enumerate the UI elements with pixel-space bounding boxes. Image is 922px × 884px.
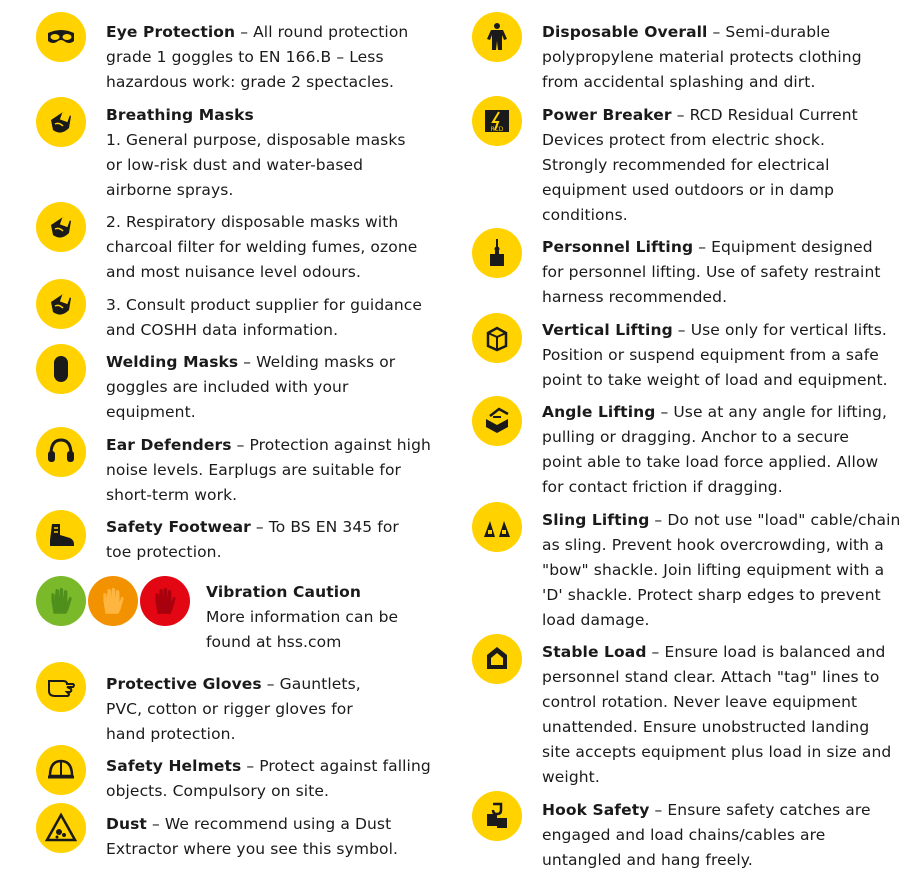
entry-body: Equipment designed for personnel lifting. Use of safety restraint harness recommended. (542, 238, 881, 306)
entry-title: Personnel Lifting (542, 238, 694, 256)
goggles-icon (36, 12, 86, 62)
entry-title: Ear Defenders (106, 436, 232, 454)
entry-title: Dust (106, 815, 147, 833)
entry-title: Breathing Masks (106, 106, 254, 124)
entry-title: Sling Lifting (542, 511, 650, 529)
helmet-icon (36, 745, 86, 795)
glove-icon (36, 662, 86, 712)
entry-body: Semi-durable polypropylene material protects clothing from accidental splashing and dirt. (542, 23, 862, 91)
entry-body: Welding masks or goggles are included with your equipment. (106, 353, 396, 421)
entry-body: 2. Respiratory disposable masks with charcoal filter for welding fumes, ozone and most nuisance level odours. (106, 213, 418, 281)
welding-mask-icon (36, 344, 86, 394)
entry-body: Do not use "load" cable/chain as sling. Prevent hook overcrowding, with a "bow" shackle. Join lifting equipment with a 'D' shackle. Protect sharp edges to prevent load damage. (542, 511, 901, 629)
entry-body: More information can be found at hss.com (206, 608, 399, 651)
dust-warning-icon (36, 803, 86, 853)
red-hand-icon (140, 576, 190, 626)
svg-text:RCD: RCD (490, 126, 504, 133)
entry-body: To BS EN 345 for toe protection. (106, 518, 399, 561)
entry-title: Stable Load (542, 643, 647, 661)
entry-body: Ensure safety catches are engaged and load chains/cables are untangled and hang freely. (542, 801, 871, 869)
vertical-lift-icon (472, 313, 522, 363)
entry-body: We recommend using a Dust Extractor where you see this symbol. (106, 815, 399, 858)
mask-icon (36, 202, 86, 252)
entry-title: Safety Helmets (106, 757, 242, 775)
stable-load-icon (472, 634, 522, 684)
personnel-lift-icon (472, 228, 522, 278)
entry-title: Protective Gloves (106, 675, 262, 693)
green-hand-icon (36, 576, 86, 626)
boot-icon (36, 510, 86, 560)
sling-lift-icon (472, 502, 522, 552)
entry-title: Welding Masks (106, 353, 239, 371)
entry-title: Power Breaker (542, 106, 672, 124)
entry-title: Disposable Overall (542, 23, 708, 41)
entry-title: Eye Protection (106, 23, 236, 41)
entry-title: Hook Safety (542, 801, 650, 819)
entry-body: Use only for vertical lifts. Position or suspend equipment from a safe point to take weight of load and equipment. (542, 321, 888, 389)
overall-icon (472, 12, 522, 62)
entry-body: Use at any angle for lifting, pulling or dragging. Anchor to a secure point able to take load force applied. Allow for contact friction if dragging. (542, 403, 887, 496)
entry-title: Vibration Caution (206, 583, 362, 601)
entry-body: 3. Consult product supplier for guidance and COSHH data information. (106, 296, 423, 339)
entry-body: Protect against falling objects. Compulsory on site. (106, 757, 431, 800)
mask-icon (36, 97, 86, 147)
entry-title: Safety Footwear (106, 518, 251, 536)
orange-hand-icon (88, 576, 138, 626)
hook-safety-icon (472, 791, 522, 841)
entry-body: Gauntlets, PVC, cotton or rigger gloves for hand protection. (106, 675, 361, 743)
entry-body: Ensure load is balanced and personnel stand clear. Attach "tag" lines to control rotation. Never leave equipment unattended. Ensure unobstructed landing site accepts equipment plus load in size and weight. (542, 643, 892, 786)
entry-body: All round protection grade 1 goggles to EN 166.B – Less hazardous work: grade 2 spectacles. (106, 23, 409, 91)
entry-body: RCD Residual Current Devices protect from electric shock. Strongly recommended for electrical equipment used outdoors or in damp conditions. (542, 106, 858, 224)
angle-lift-icon (472, 396, 522, 446)
mask-icon (36, 279, 86, 329)
entry-body: 1. General purpose, disposable masks or low-risk dust and water-based airborne sprays. (106, 131, 406, 199)
entry-body: Protection against high noise levels. Earplugs are suitable for short-term work. (106, 436, 431, 504)
rcd-icon (472, 96, 522, 146)
entry-title: Vertical Lifting (542, 321, 673, 339)
ear-defenders-icon (36, 427, 86, 477)
entry-title: Angle Lifting (542, 403, 656, 421)
